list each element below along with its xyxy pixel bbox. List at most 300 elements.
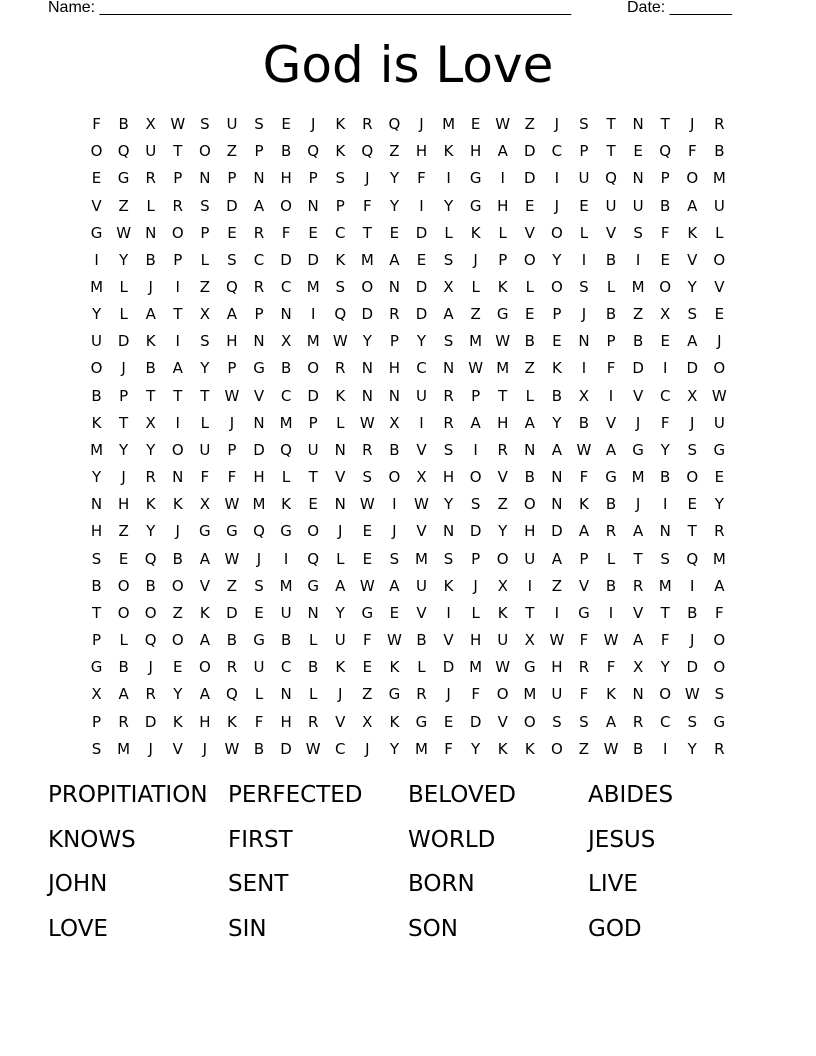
grid-letter: Z — [524, 115, 535, 134]
grid-letter: V — [199, 576, 210, 595]
grid-letter: E — [308, 223, 318, 242]
grid-letter: U — [551, 685, 563, 704]
grid-letter: I — [419, 413, 424, 432]
grid-letter: X — [524, 631, 535, 650]
grid-letter: B — [605, 576, 617, 595]
grid-letter: B — [687, 603, 698, 622]
grid-letter: D — [415, 305, 428, 324]
grid-letter: F — [579, 631, 589, 650]
grid-letter: U — [415, 386, 427, 405]
grid-letter: L — [119, 278, 128, 297]
grid-letter: D — [632, 359, 644, 378]
grid-letter: J — [202, 739, 208, 758]
grid-letter: B — [551, 386, 563, 405]
grid-letter: E — [389, 223, 400, 242]
grid-letter: Z — [524, 359, 535, 378]
grid-letter: K — [551, 359, 562, 378]
grid-letter: I — [581, 359, 587, 378]
grid-letter: Q — [605, 169, 617, 188]
grid-letter: R — [578, 658, 590, 677]
grid-letter: W — [170, 115, 186, 134]
grid-letter: Q — [334, 305, 347, 324]
grid-letter: K — [335, 658, 346, 677]
grid-letter: O — [171, 631, 184, 650]
grid-letter: I — [392, 495, 397, 514]
grid-letter: A — [335, 576, 346, 595]
grid-letter: F — [471, 685, 480, 704]
grid-letter: Y — [119, 440, 129, 459]
grid-letter: G — [469, 196, 482, 215]
grid-letter: E — [525, 305, 535, 324]
grid-letter: R — [443, 413, 454, 432]
grid-letter: N — [388, 278, 401, 297]
grid-letter: S — [200, 332, 210, 351]
grid-letter: Z — [551, 576, 562, 595]
grid-letter: A — [443, 305, 454, 324]
grid-letter: M — [496, 359, 510, 378]
grid-letter: L — [200, 413, 210, 432]
grid-letter: I — [175, 332, 180, 351]
grid-letter: A — [470, 413, 481, 432]
grid-letter: S — [443, 549, 454, 568]
grid-letter: B — [280, 359, 292, 378]
grid-letter: O — [198, 658, 211, 677]
grid-letter: E — [362, 549, 373, 568]
grid-letter: T — [173, 386, 183, 405]
grid-letter: V — [172, 739, 183, 758]
grid-letter: D — [524, 142, 536, 161]
grid-letter: R — [226, 658, 238, 677]
grid-letter: L — [336, 413, 345, 432]
grid-letter: Z — [362, 685, 373, 704]
grid-letter: U — [605, 196, 617, 215]
grid-letter: U — [524, 549, 536, 568]
grid-letter: G — [361, 603, 374, 622]
grid-letter: S — [687, 712, 698, 731]
grid-letter: Z — [632, 305, 644, 324]
grid-letter: O — [550, 223, 563, 242]
grid-letter: Y — [552, 250, 562, 269]
grid-letter: U — [415, 576, 427, 595]
grid-letter: R — [714, 522, 725, 541]
grid-letter: O — [686, 468, 699, 487]
grid-letter: B — [632, 332, 644, 351]
grid-letter: W — [386, 631, 402, 650]
grid-letter: L — [525, 278, 534, 297]
grid-letter: R — [443, 386, 454, 405]
grid-letter: M — [712, 549, 726, 568]
grid-letter: X — [199, 495, 210, 514]
grid-letter: D — [280, 739, 292, 758]
grid-letter: I — [94, 250, 99, 269]
grid-letter: D — [442, 658, 455, 677]
grid-letter: Q — [144, 631, 157, 650]
grid-letter: O — [90, 359, 103, 378]
grid-letter: I — [527, 576, 532, 595]
grid-letter: G — [469, 169, 482, 188]
grid-letter: X — [416, 468, 427, 487]
grid-row — [83, 355, 733, 382]
grid-letter: P — [227, 359, 237, 378]
grid-letter: B — [91, 576, 102, 595]
grid-letter: I — [635, 250, 641, 269]
grid-letter: P — [254, 305, 264, 324]
grid-letter: G — [496, 305, 509, 324]
grid-letter: D — [686, 658, 699, 677]
grid-letter: D — [361, 305, 374, 324]
grid-letter: O — [496, 685, 509, 704]
grid-letter: F — [660, 631, 670, 650]
grid-letter: O — [117, 576, 130, 595]
grid-letter: N — [253, 413, 265, 432]
grid-letter: H — [90, 522, 103, 541]
grid-letter: S — [687, 440, 698, 459]
grid-letter: E — [227, 223, 237, 242]
grid-letter: B — [145, 359, 156, 378]
grid-letter: W — [495, 115, 511, 134]
grid-letter: I — [608, 603, 614, 622]
grid-letter: I — [446, 169, 451, 188]
grid-letter: Y — [173, 685, 183, 704]
grid-letter: N — [442, 522, 455, 541]
grid-letter: U — [713, 196, 725, 215]
grid-letter: N — [280, 685, 292, 704]
grid-letter: L — [308, 631, 318, 650]
grid-letter: Y — [389, 196, 399, 215]
grid-letter: F — [200, 468, 210, 487]
grid-letter: B — [660, 468, 671, 487]
grid-letter: D — [524, 169, 536, 188]
grid-letter: B — [253, 739, 265, 758]
grid-letter: D — [307, 386, 319, 405]
grid-letter: J — [148, 278, 153, 297]
grid-letter: X — [660, 305, 671, 324]
grid-letter: Q — [226, 685, 238, 704]
grid-letter: M — [279, 576, 293, 595]
grid-letter: R — [145, 169, 156, 188]
grid-letter: K — [145, 495, 156, 514]
grid-letter: W — [414, 495, 429, 514]
grid-letter: D — [686, 359, 699, 378]
grid-letter: Q — [117, 142, 130, 161]
grid-letter: B — [280, 631, 292, 650]
grid-letter: Z — [118, 522, 129, 541]
grid-letter: L — [498, 223, 507, 242]
grid-letter: O — [307, 359, 320, 378]
grid-letter: Q — [361, 142, 374, 161]
grid-letter: E — [416, 250, 427, 269]
grid-letter: P — [92, 631, 102, 650]
grid-letter: Y — [498, 522, 508, 541]
grid-letter: A — [605, 712, 617, 731]
grid-letter: K — [335, 115, 346, 134]
grid-letter: U — [253, 658, 265, 677]
grid-letter: K — [281, 495, 291, 514]
grid-letter: K — [389, 658, 400, 677]
grid-letter: M — [658, 576, 672, 595]
grid-letter: D — [551, 522, 563, 541]
grid-letter: E — [552, 332, 562, 351]
grid-letter: W — [224, 386, 240, 405]
grid-letter: G — [605, 468, 617, 487]
grid-row — [83, 736, 733, 763]
grid-letter: L — [444, 223, 453, 242]
grid-letter: W — [576, 440, 592, 459]
grid-letter: N — [659, 522, 671, 541]
grid-letter: F — [363, 196, 372, 215]
grid-letter: Z — [199, 278, 210, 297]
grid-letter: D — [117, 332, 130, 351]
grid-letter: T — [146, 386, 156, 405]
grid-letter: H — [226, 332, 238, 351]
grid-letter: G — [713, 440, 726, 459]
grid-letter: S — [579, 278, 589, 297]
grid-letter: L — [281, 468, 291, 487]
grid-letter: L — [471, 278, 480, 297]
grid-letter: O — [198, 142, 211, 161]
grid-letter: A — [497, 142, 508, 161]
grid-letter: K — [470, 223, 481, 242]
grid-letter: H — [469, 631, 482, 650]
grid-letter: J — [121, 359, 126, 378]
grid-letter: N — [442, 359, 455, 378]
grid-letter: O — [117, 603, 130, 622]
grid-row — [83, 708, 733, 735]
grid-letter: I — [608, 386, 614, 405]
grid-letter: U — [226, 115, 238, 134]
grid-letter: Y — [335, 603, 345, 622]
grid-letter: G — [388, 685, 401, 704]
grid-letter: T — [173, 142, 183, 161]
grid-letter: Z — [226, 576, 238, 595]
grid-letter: Y — [91, 468, 102, 487]
grid-letter: S — [254, 576, 264, 595]
grid-letter: V — [578, 576, 590, 595]
grid-letter: Q — [253, 522, 265, 541]
grid-letter: G — [90, 658, 103, 677]
grid-letter: X — [145, 115, 156, 134]
grid-letter: I — [662, 495, 668, 514]
grid-letter: K — [145, 332, 156, 351]
grid-letter: H — [199, 712, 211, 731]
grid-letter: S — [443, 250, 454, 269]
grid-letter: Y — [443, 196, 454, 215]
grid-letter: Y — [660, 440, 670, 459]
grid-letter: X — [91, 685, 102, 704]
word-bank — [48, 778, 768, 956]
grid-letter: E — [714, 305, 725, 324]
grid-letter: Y — [91, 305, 102, 324]
grid-letter: I — [662, 359, 668, 378]
grid-letter: I — [662, 739, 668, 758]
grid-letter: T — [633, 549, 643, 568]
grid-letter: N — [632, 115, 644, 134]
grid-letter: N — [280, 305, 292, 324]
grid-letter: V — [632, 386, 644, 405]
grid-letter: I — [473, 440, 478, 459]
worksheet-header — [48, 0, 748, 20]
grid-letter: I — [554, 603, 560, 622]
grid-letter: H — [117, 495, 130, 514]
grid-letter: J — [473, 250, 478, 269]
grid-letter: S — [714, 685, 725, 704]
grid-letter: F — [254, 712, 264, 731]
grid-letter: P — [606, 332, 616, 351]
grid-letter: Y — [443, 495, 454, 514]
grid-letter: S — [227, 250, 237, 269]
grid-letter: N — [388, 386, 401, 405]
grid-letter: M — [469, 332, 483, 351]
grid-letter: A — [605, 440, 617, 459]
grid-letter: K — [227, 712, 237, 731]
grid-letter: V — [443, 631, 454, 650]
grid-letter: I — [175, 278, 180, 297]
grid-letter: L — [119, 631, 128, 650]
grid-letter: B — [416, 631, 427, 650]
grid-letter: Y — [687, 739, 697, 758]
grid-letter: E — [173, 658, 183, 677]
grid-letter: E — [389, 603, 400, 622]
grid-letter: A — [524, 413, 535, 432]
grid-row — [83, 165, 733, 192]
grid-letter: V — [497, 712, 508, 731]
grid-letter: E — [525, 196, 535, 215]
grid-letter: F — [92, 115, 101, 134]
grid-letter: X — [145, 413, 156, 432]
grid-letter: I — [581, 250, 587, 269]
grid-letter: O — [307, 522, 320, 541]
grid-row — [83, 546, 733, 573]
grid-letter: B — [605, 305, 617, 324]
grid-letter: M — [360, 250, 374, 269]
grid-letter: K — [579, 495, 589, 514]
grid-letter: J — [365, 739, 370, 758]
grid-letter: E — [308, 495, 318, 514]
grid-letter: P — [498, 250, 508, 269]
grid-letter: O — [550, 739, 563, 758]
grid-letter: L — [336, 549, 345, 568]
grid-letter: J — [473, 576, 478, 595]
grid-letter: T — [200, 386, 210, 405]
grid-letter: C — [280, 278, 292, 297]
grid-letter: T — [498, 386, 508, 405]
grid-letter: K — [606, 685, 616, 704]
grid-row — [83, 410, 733, 437]
grid-letter: A — [389, 250, 400, 269]
word-bank-item: JESUS — [588, 826, 656, 853]
grid-letter: R — [632, 712, 644, 731]
grid-letter: J — [256, 549, 262, 568]
grid-letter: Y — [389, 169, 399, 188]
grid-letter: E — [687, 495, 697, 514]
grid-letter: Z — [118, 196, 129, 215]
grid-letter: W — [468, 359, 484, 378]
grid-letter: X — [497, 576, 508, 595]
grid-letter: K — [172, 712, 183, 731]
grid-letter: M — [90, 440, 104, 459]
grid-letter: R — [145, 685, 156, 704]
grid-letter: E — [660, 332, 670, 351]
grid-letter: U — [632, 196, 644, 215]
grid-row — [83, 328, 733, 355]
grid-letter: E — [633, 142, 643, 161]
grid-letter: Z — [497, 495, 508, 514]
grid-letter: T — [660, 115, 670, 134]
grid-letter: Y — [389, 739, 399, 758]
grid-letter: F — [606, 658, 616, 677]
grid-letter: A — [172, 359, 183, 378]
grid-letter: K — [524, 739, 535, 758]
grid-letter: A — [551, 549, 562, 568]
grid-letter: E — [281, 115, 291, 134]
grid-letter: B — [172, 549, 183, 568]
grid-letter: G — [578, 603, 590, 622]
grid-letter: H — [551, 658, 563, 677]
grid-letter: V — [335, 712, 346, 731]
grid-letter: J — [554, 196, 560, 215]
grid-letter: H — [280, 169, 292, 188]
word-search-grid — [83, 111, 733, 763]
grid-letter: O — [171, 223, 184, 242]
grid-letter: Y — [687, 278, 697, 297]
grid-letter: N — [578, 332, 590, 351]
grid-row — [83, 627, 733, 654]
grid-letter: G — [523, 658, 536, 677]
grid-letter: C — [659, 386, 671, 405]
grid-letter: K — [91, 413, 102, 432]
grid-letter: L — [606, 549, 616, 568]
grid-letter: J — [690, 115, 695, 134]
grid-letter: W — [332, 332, 348, 351]
grid-letter: S — [443, 332, 454, 351]
grid-letter: J — [338, 522, 343, 541]
name-field-label: Name: _____________________________________________________ — [48, 0, 572, 16]
grid-letter: X — [632, 658, 644, 677]
grid-row — [83, 247, 733, 274]
grid-letter: A — [632, 631, 644, 650]
grid-letter: R — [172, 196, 183, 215]
word-bank-item: SENT — [228, 871, 289, 897]
grid-row — [83, 220, 733, 247]
word-bank-item: KNOWS — [48, 826, 136, 853]
grid-letter: A — [389, 576, 400, 595]
grid-letter: S — [362, 468, 373, 487]
grid-letter: F — [227, 468, 237, 487]
grid-letter: G — [226, 522, 238, 541]
grid-letter: U — [307, 440, 319, 459]
grid-letter: Y — [146, 440, 156, 459]
grid-letter: M — [631, 278, 645, 297]
grid-letter: N — [253, 169, 265, 188]
grid-letter: N — [551, 468, 563, 487]
grid-letter: X — [578, 386, 590, 405]
grid-letter: Q — [144, 549, 157, 568]
grid-letter: M — [415, 549, 428, 568]
grid-letter: K — [389, 712, 400, 731]
grid-letter: S — [335, 169, 345, 188]
grid-letter: J — [581, 305, 587, 324]
grid-letter: A — [226, 305, 238, 324]
grid-letter: P — [92, 712, 102, 731]
grid-letter: A — [118, 685, 129, 704]
grid-letter: N — [361, 359, 373, 378]
grid-letter: D — [226, 603, 238, 622]
grid-letter: T — [606, 142, 616, 161]
grid-letter: A — [199, 549, 210, 568]
grid-letter: J — [148, 658, 153, 677]
grid-letter: I — [500, 169, 505, 188]
grid-letter: N — [632, 685, 644, 704]
